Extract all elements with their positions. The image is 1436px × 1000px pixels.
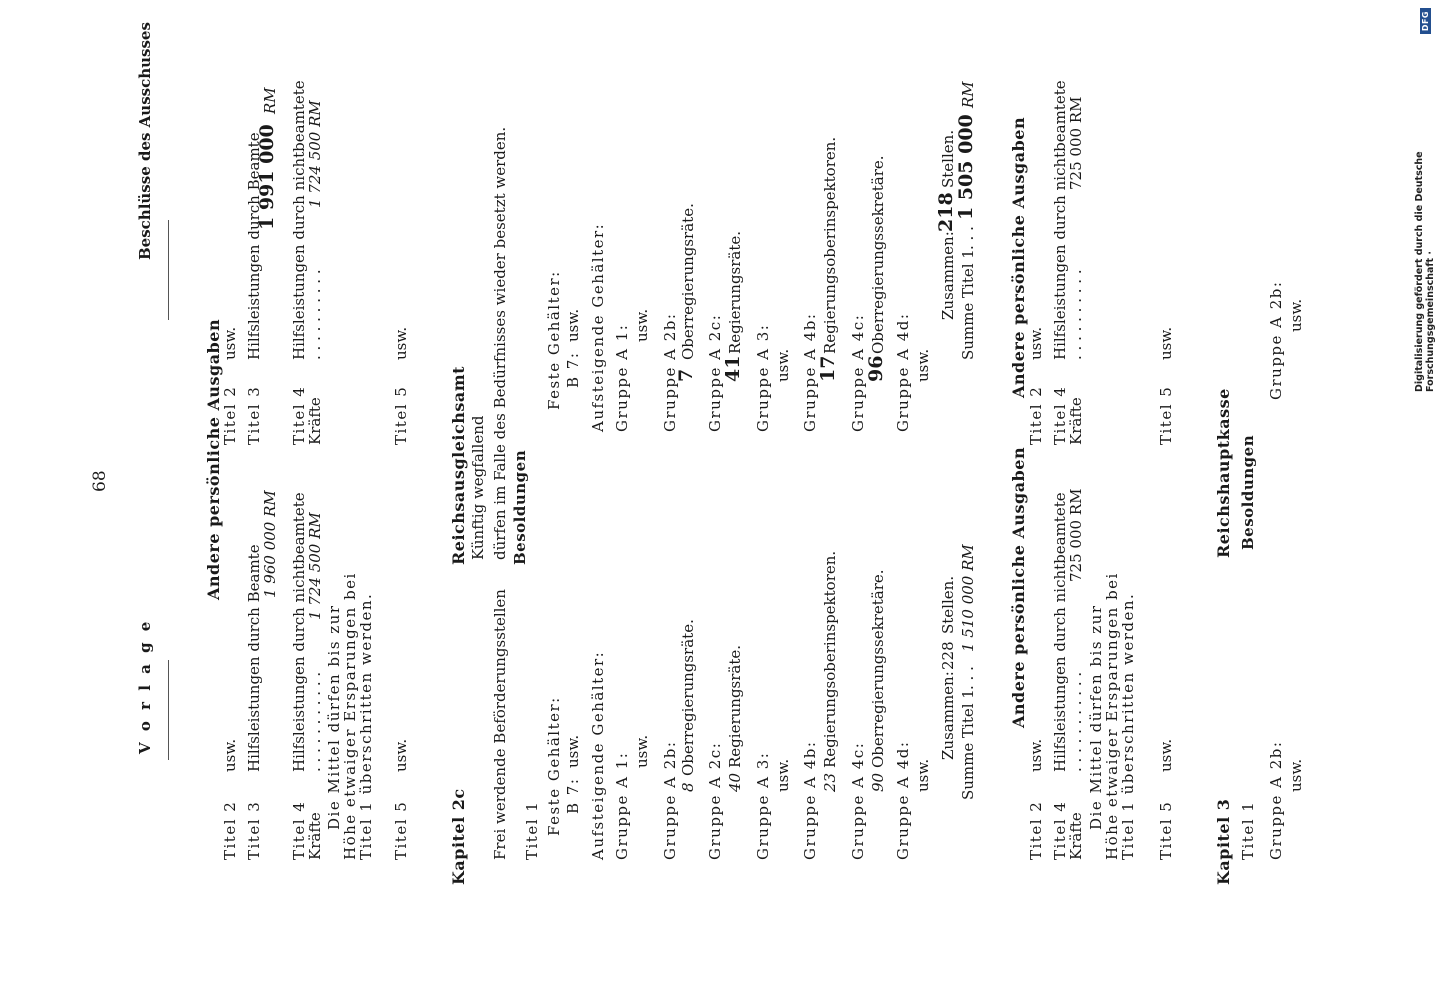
s1-right-titel2-text: usw.: [221, 326, 239, 360]
s2-left-titel2-label: Titel 2: [1027, 800, 1045, 860]
s1-right-titel4-text: Hilfsleistungen durch nichtbeamtete: [290, 80, 308, 360]
digitization-credit: [1416, 8, 1434, 392]
s1-left-titel2-text: usw.: [221, 738, 239, 772]
s1-left-titel4-amount: 1 724 500 RM: [306, 512, 324, 620]
k2c-right-summe: Summe Titel 1: [959, 249, 977, 360]
s1-left-titel4-label: Titel 4: [290, 800, 308, 860]
dfg-logo: DFG: [1420, 8, 1431, 34]
k2c-right-a4c: Gruppe A 4c:: [849, 313, 867, 432]
s2-right-titel2-text: usw.: [1027, 326, 1045, 360]
s2-left-titel4-label: Titel 4: [1051, 800, 1069, 860]
k2c-left-zusammen: Zusammen:: [939, 671, 957, 760]
s2-right-titel5-text: usw.: [1157, 326, 1175, 360]
s2-left-note-line1: Die Mittel dürfen bis zur: [1087, 604, 1105, 830]
s2-right-titel4-sub: Kräfte: [1067, 397, 1085, 445]
k2c-right-a4b: Gruppe A 4b:: [801, 312, 819, 432]
s2-left-titel4-dots: . . . . . . . . . . .: [1067, 671, 1085, 772]
k2c-left-summe: Summe Titel 1: [959, 689, 977, 800]
left-header-rule: [168, 660, 169, 760]
credit-text: Digitalisierung gefördert durch die Deutsche Forschungsgemeinschaft ·: [1414, 151, 1436, 392]
k2c-left-a2c: Gruppe A 2c:: [706, 741, 724, 860]
kapitel-2c-besoldungen: Besoldungen: [511, 449, 529, 565]
s2-right-titel5-label: Titel 5: [1157, 385, 1175, 445]
k2c-right-b7-text: usw.: [564, 308, 582, 342]
k2c-right-a4b-num: 17: [817, 355, 839, 382]
s1-right-titel4-label: Titel 4: [290, 385, 308, 445]
s1-right-titel3-unit: RM: [261, 87, 279, 114]
k2c-left-aufsteigende: Aufsteigende Gehälter:: [589, 650, 607, 860]
k2c-right-a1-text: usw.: [633, 308, 651, 342]
s1-left-titel4-sub: Kräfte: [306, 812, 324, 860]
k2c-left-a3-text: usw.: [774, 758, 792, 792]
k2c-left-a4c-text: Oberregierungssekretäre.: [869, 569, 887, 768]
k2c-left-a4b: Gruppe A 4b:: [801, 740, 819, 860]
s1-right-titel3-text: Hilfsleistungen durch Beamte: [245, 132, 263, 360]
k2c-right-aufsteigende: Aufsteigende Gehälter:: [589, 222, 607, 432]
k2c-right-a2b-num: 7: [675, 368, 697, 382]
k2c-left-a2b-num: 8: [679, 782, 697, 792]
s1-right-titel2-label: Titel 2: [221, 385, 239, 445]
k2c-right-a3: Gruppe A 3:: [754, 323, 772, 432]
kapitel-2c-label: Kapitel 2c: [449, 788, 468, 885]
s1-right-titel5-label: Titel 5: [392, 385, 410, 445]
s1-left-titel3-label: Titel 3: [245, 800, 263, 860]
k2c-left-a1: Gruppe A 1:: [613, 751, 631, 860]
page-number: 68: [90, 470, 110, 492]
k2c-right-a3-text: usw.: [774, 348, 792, 382]
k2c-left-zusammen-text: Stellen.: [939, 575, 957, 634]
s2-left-titel5-text: usw.: [1157, 738, 1175, 772]
s1-left-titel4-text: Hilfsleistungen durch nichtbeamtete: [290, 492, 308, 772]
s1-left-note-line3: Titel 1 überschritten werden.: [357, 592, 375, 860]
kapitel-2c-note-right: dürfen im Falle des Bedürfnisses wieder besetzt werden.: [491, 126, 509, 560]
k2c-left-summe-amount: 1 510 000 RM: [959, 544, 977, 652]
k2c-left-a4b-num: 23: [821, 772, 839, 792]
s2-left-titel2-text: usw.: [1027, 738, 1045, 772]
k2c-right-zusammen-text: Stellen.: [939, 129, 957, 188]
k2c-right-a1: Gruppe A 1:: [613, 323, 631, 432]
k2c-left-feste: Feste Gehälter:: [545, 696, 563, 836]
section1-heading: Andere persönliche Ausgaben: [204, 318, 223, 600]
k3-left-a2b: Gruppe A 2b:: [1267, 740, 1285, 860]
k2c-right-feste: Feste Gehälter:: [545, 270, 563, 410]
left-column-header: V o r l a g e: [136, 618, 154, 754]
right-column-header: Beschlüsse des Ausschusses: [136, 22, 154, 260]
kapitel-3-label: Kapitel 3: [1214, 798, 1233, 885]
k2c-right-a2b-text: Oberregierungsräte.: [679, 203, 697, 360]
s2-right-titel4-dots: . . . . . . . . . .: [1067, 269, 1085, 360]
s1-left-titel3-text: Hilfsleistungen durch Beamte: [245, 544, 263, 772]
k2c-right-a4c-num: 96: [865, 355, 887, 382]
s1-left-titel5-text: usw.: [392, 738, 410, 772]
k2c-right-zusammen-num: 218: [935, 192, 957, 232]
s2-right-titel4-label: Titel 4: [1051, 385, 1069, 445]
s1-left-titel3-amount: 1 960 000 RM: [261, 490, 279, 598]
s2-left-titel5-label: Titel 5: [1157, 800, 1175, 860]
k2c-left-a4c: Gruppe A 4c:: [849, 741, 867, 860]
k2c-left-a2c-num: 40: [726, 772, 744, 792]
k2c-right-a4b-text: Regierungsoberinspektoren.: [821, 136, 839, 354]
s1-left-titel5-label: Titel 5: [392, 800, 410, 860]
kapitel-2c-note-left: Frei werdende Beförderungsstellen: [491, 589, 509, 860]
s2-right-titel4-amount: 725 000 RM: [1067, 96, 1085, 190]
s1-right-titel5-text: usw.: [392, 326, 410, 360]
s2-right-titel2-label: Titel 2: [1027, 385, 1045, 445]
k2c-right-zusammen: Zusammen:: [939, 231, 957, 320]
k2c-left-summe-dots: . . .: [959, 666, 977, 690]
k2c-right-b7: B 7:: [564, 351, 582, 388]
s2-left-note-line3: Titel 1 überschritten werden.: [1119, 592, 1137, 860]
k2c-left-a3: Gruppe A 3:: [754, 751, 772, 860]
kapitel-3-title: Reichshauptkasse: [1214, 388, 1233, 558]
k2c-left-b7-text: usw.: [564, 734, 582, 768]
s1-left-titel2-label: Titel 2: [221, 800, 239, 860]
s1-right-titel4-dots: . . . . . . . . . .: [306, 269, 324, 360]
s2-right-titel4-text: Hilfsleistungen durch nichtbeamtete: [1051, 80, 1069, 360]
k2c-right-a2c-num: 41: [722, 355, 744, 382]
right-header-rule: [168, 220, 169, 320]
kapitel-2c-titel1: Titel 1: [523, 800, 541, 860]
k2c-right-a4d-text: usw.: [914, 348, 932, 382]
k2c-left-a4d-text: usw.: [914, 758, 932, 792]
kapitel-2c-title: Reichsausgleichsamt: [449, 365, 468, 565]
k2c-right-summe-unit: RM: [959, 81, 977, 108]
k2c-right-a2c: Gruppe A 2c:: [706, 313, 724, 432]
kapitel-2c-subtitle: Künftig wegfallend: [469, 415, 487, 560]
k2c-right-a4d: Gruppe A 4d:: [894, 312, 912, 432]
s2-left-titel4-amount: 725 000 RM: [1067, 488, 1085, 582]
k2c-left-b7: B 7:: [564, 777, 582, 814]
k2c-left-a1-text: usw.: [633, 734, 651, 768]
s1-left-note-line2: Höhe etwaiger Ersparungen bei: [341, 572, 359, 860]
k2c-left-a2c-text: Regierungsräte.: [726, 644, 744, 768]
s2-left-titel4-sub: Kräfte: [1067, 812, 1085, 860]
k2c-left-a2b-text: Oberregierungsräte.: [679, 619, 697, 776]
k2c-right-summe-amount: 1 505 000: [955, 114, 977, 220]
s1-right-titel3-label: Titel 3: [245, 385, 263, 445]
k3-right-a2b-text: usw.: [1287, 298, 1305, 332]
k2c-left-a4b-text: Regierungsoberinspektoren.: [821, 550, 839, 768]
s1-right-titel4-sub: Kräfte: [306, 397, 324, 445]
s1-right-titel4-amount: 1 724 500 RM: [306, 100, 324, 208]
s1-left-note-line1: Die Mittel dürfen bis zur: [325, 604, 343, 830]
kapitel-3-besoldungen: Besoldungen: [1239, 434, 1257, 550]
k2c-right-a2b: Gruppe A 2b:: [661, 312, 679, 432]
k2c-left-a4c-num: 90: [869, 772, 887, 792]
k2c-right-a2c-text: Regierungsräte.: [726, 230, 744, 354]
s1-left-titel4-dots: . . . . . . . . . . .: [306, 671, 324, 772]
s1-right-titel3-amount: 1 991 000: [256, 124, 278, 230]
k2c-left-a4d: Gruppe A 4d:: [894, 740, 912, 860]
s2-left-titel4-text: Hilfsleistungen durch nichtbeamtete: [1051, 492, 1069, 772]
k2c-right-a4c-text: Oberregierungssekretäre.: [869, 155, 887, 354]
k2c-right-summe-dots: . . .: [959, 226, 977, 250]
kapitel-3-titel1: Titel 1: [1239, 800, 1257, 860]
s2-left-note-line2: Höhe etwaiger Ersparungen bei: [1103, 572, 1121, 860]
section2-heading-left: Andere persönliche Ausgaben: [1009, 446, 1028, 728]
k2c-left-a2b: Gruppe A 2b:: [661, 740, 679, 860]
k3-right-a2b: Gruppe A 2b:: [1267, 280, 1285, 400]
section2-heading-right: Andere persönliche Ausgaben: [1009, 116, 1028, 398]
k2c-left-zusammen-num: 228: [939, 641, 957, 670]
k3-left-a2b-text: usw.: [1287, 758, 1305, 792]
